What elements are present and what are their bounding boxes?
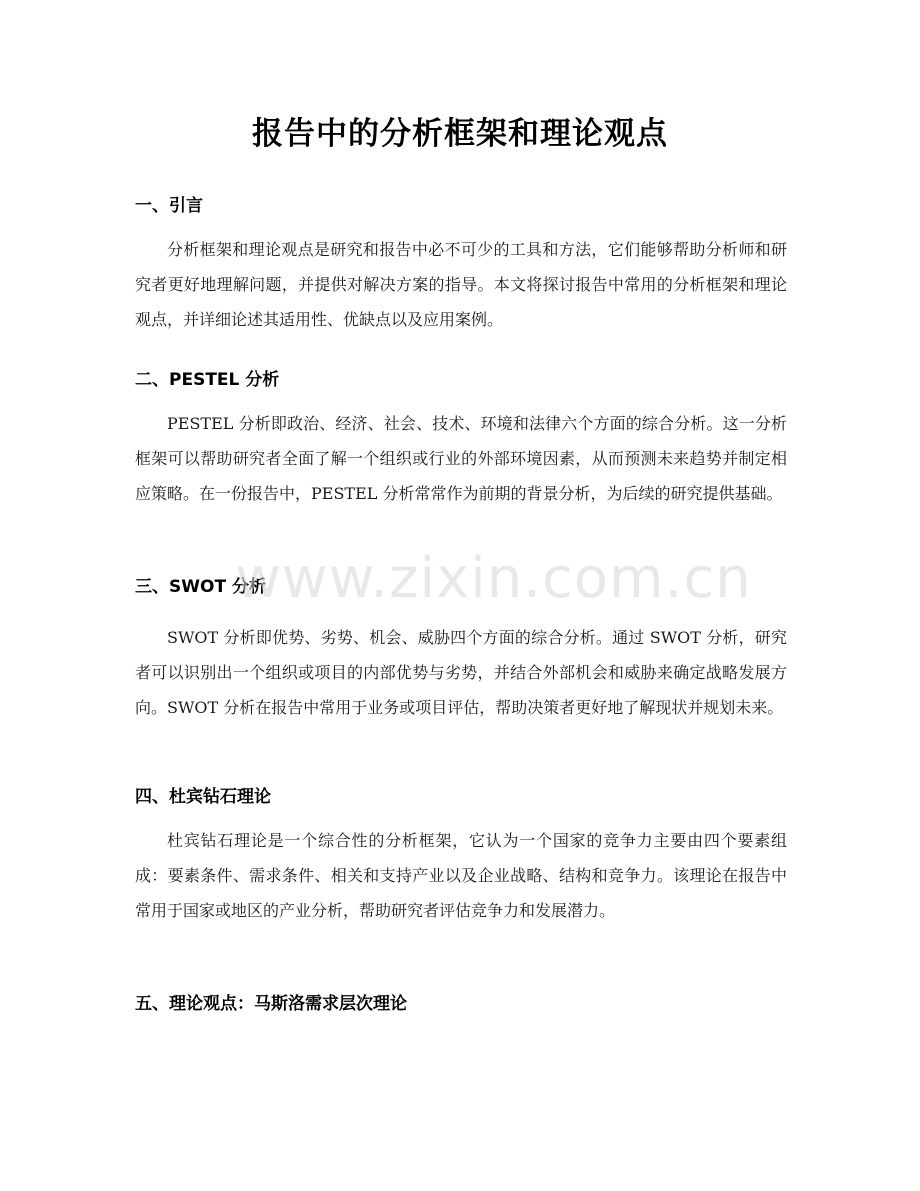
section-heading-intro: 一、引言 — [135, 196, 203, 216]
section-heading-pestel: 二、PESTEL 分析 — [135, 370, 280, 390]
section-paragraph-intro: 分析框架和理论观点是研究和报告中必不可少的工具和方法，它们能够帮助分析师和研究者更好地理解问题，并提供对解决方案的指导。本文将探讨报告中常用的分析框架和理论观点，并详细论述其适用性、优缺点以及应用案例。 — [135, 240, 787, 329]
watermark: www.zixin.com.cn — [235, 546, 752, 611]
section-heading-diamond: 四、杜宾钻石理论 — [135, 787, 271, 807]
section-heading-swot: 三、SWOT 分析 — [135, 577, 266, 597]
document-title: 报告中的分析框架和理论观点 — [252, 116, 668, 152]
section-paragraph-swot: SWOT 分析即优势、劣势、机会、威胁四个方面的综合分析。通过 SWOT 分析，研究者可以识别出一个组织或项目的内部优势与劣势，并结合外部机会和威胁来确定战略发展方向。SWOT 分析在报告中常用于业务或项目评估，帮助决策者更好地了解现状并规划未来。 — [135, 628, 787, 717]
section-heading-maslow: 五、理论观点：马斯洛需求层次理论 — [135, 994, 407, 1014]
section-paragraph-pestel: PESTEL 分析即政治、经济、社会、技术、环境和法律六个方面的综合分析。这一分析框架可以帮助研究者全面了解一个组织或行业的外部环境因素，从而预测未来趋势并制定相应策略。在一份报告中，PESTEL 分析常常作为前期的背景分析，为后续的研究提供基础。 — [135, 414, 787, 503]
section-paragraph-diamond: 杜宾钻石理论是一个综合性的分析框架，它认为一个国家的竞争力主要由四个要素组成：要素条件、需求条件、相关和支持产业以及企业战略、结构和竞争力。该理论在报告中常用于国家或地区的产业分析，帮助研究者评估竞争力和发展潜力。 — [135, 831, 787, 920]
